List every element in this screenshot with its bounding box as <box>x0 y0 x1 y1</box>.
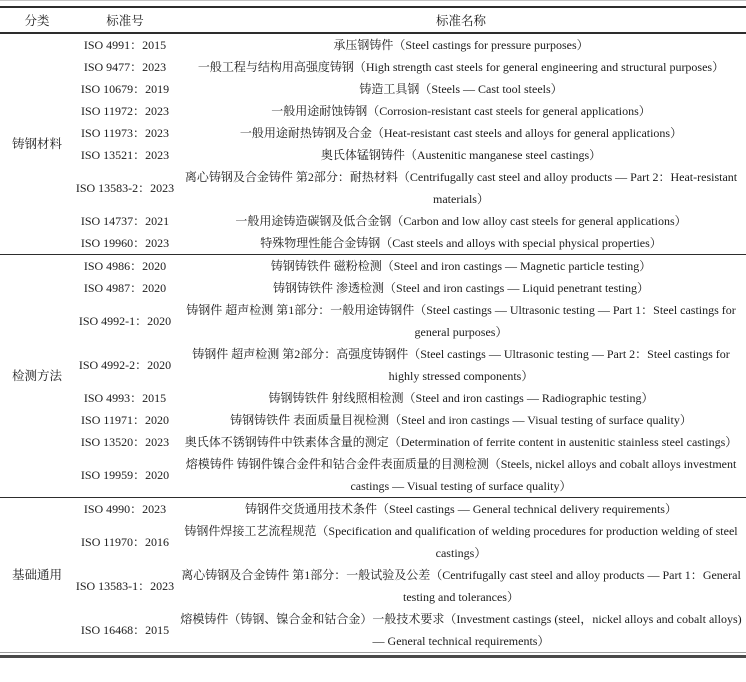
standard-no-cell: ISO 11970：2016 <box>81 535 169 549</box>
standard-name-cell: 奥氏体不锈钢铸件中铁素体含量的测定（Determination of ferrite content in austenitic stainless steel castings） <box>184 435 738 449</box>
table-row <box>0 387 746 409</box>
standard-name-cell: 铸造工具钢（Steels — Cast tool steels） <box>359 82 563 96</box>
header-standard-no: 标准号 <box>74 7 176 33</box>
header-standard-name: 标准名称 <box>176 7 746 33</box>
table-section <box>0 255 746 498</box>
table-row <box>0 166 746 210</box>
standard-no-cell: ISO 4992-1：2020 <box>78 314 172 328</box>
standard-name-cell: 离心铸钢及合金铸件 第2部分：耐热材料（Centrifugally cast steel and alloy products — Part 2：Heat-resistant materials） <box>184 170 738 206</box>
category-cell: 基础通用 <box>11 568 62 582</box>
standard-name-cell: 奥氏体锰钢铸件（Austenitic manganese steel castings） <box>320 148 602 162</box>
table-row <box>0 343 746 387</box>
table-row <box>0 56 746 78</box>
table-row <box>0 100 746 122</box>
category-cell: 铸钢材料 <box>11 137 62 151</box>
standard-name-cell: 特殊物理性能合金铸钢（Cast steels and alloys with special physical properties） <box>260 236 662 250</box>
table-row <box>0 232 746 255</box>
standard-no-cell: ISO 16468：2015 <box>80 623 170 637</box>
standard-name-cell: 熔模铸件（铸钢、镍合金和钴合金）一般技术要求（Investment castings (steel，nickel alloys and cobalt alloys) — General technical requirements） <box>180 612 742 648</box>
table-section <box>0 33 746 255</box>
table-row <box>0 78 746 100</box>
table-row <box>0 608 746 653</box>
standard-name-cell: 一般用途耐蚀铸钢（Corrosion-resistant cast steels for general applications） <box>271 104 651 118</box>
standard-name-cell: 铸钢件 超声检测 第1部分：一般用途铸钢件（Steel castings — Ultrasonic testing — Part 1：Steel castings for general purposes） <box>186 303 736 339</box>
standard-name-cell: 铸钢件焊接工艺流程规范（Specification and qualification of welding procedures for production welding of steel castings） <box>184 524 738 560</box>
table-row <box>0 453 746 498</box>
table-section <box>0 498 746 653</box>
standard-name-cell: 离心铸钢及合金铸件 第1部分：一般试验及公差（Centrifugally cast steel and alloy products — Part 1：General testing and tolerances） <box>181 568 741 604</box>
table-row <box>0 144 746 166</box>
table-row <box>0 431 746 453</box>
standard-no-cell: ISO 4986：2020 <box>83 259 167 273</box>
table-row <box>0 122 746 144</box>
table-row <box>0 564 746 608</box>
standard-no-cell: ISO 14737：2021 <box>80 214 170 228</box>
standard-name-cell: 铸钢铸铁件 表面质量目视检测（Steel and iron castings — Visual testing of surface quality） <box>230 413 692 427</box>
standard-name-cell: 一般工程与结构用高强度铸钢（High strength cast steels for general engineering and structural purposes） <box>197 60 725 74</box>
standards-table <box>0 6 746 653</box>
standard-name-cell: 铸钢铸铁件 射线照相检测（Steel and iron castings — Radiographic testing） <box>268 391 654 405</box>
standard-name-cell: 熔模铸件 铸钢件镍合金件和钴合金件表面质量的目测检测（Steels, nickel alloys and cobalt alloys investment castings — Visual testing of surface quality） <box>185 457 737 493</box>
table-row <box>0 498 746 521</box>
table-row <box>0 255 746 278</box>
standard-no-cell: ISO 4990：2023 <box>83 502 167 516</box>
table-row <box>0 299 746 343</box>
standard-no-cell: ISO 10679：2019 <box>80 82 170 96</box>
category-cell: 检测方法 <box>11 369 62 383</box>
standard-no-cell: ISO 4993：2015 <box>83 391 167 405</box>
standard-name-cell: 铸钢件交货通用技术条件（Steel castings — General technical delivery requirements） <box>245 502 677 516</box>
header-category: 分类 <box>0 7 74 33</box>
standard-no-cell: ISO 13521：2023 <box>80 148 170 162</box>
standard-no-cell: ISO 13520：2023 <box>80 435 170 449</box>
standard-no-cell: ISO 4987：2020 <box>83 281 167 295</box>
standard-no-cell: ISO 11971：2020 <box>81 413 169 427</box>
standard-no-cell: ISO 13583-1：2023 <box>75 579 175 593</box>
standard-no-cell: ISO 11972：2023 <box>81 104 169 118</box>
table-row <box>0 210 746 232</box>
standard-no-cell: ISO 4991：2015 <box>83 38 167 52</box>
header-row <box>0 7 746 33</box>
standard-no-cell: ISO 9477：2023 <box>83 60 167 74</box>
standard-no-cell: ISO 4992-2：2020 <box>78 358 172 372</box>
standard-no-cell: ISO 19960：2023 <box>80 236 170 250</box>
standard-name-cell: 承压钢铸件（Steel castings for pressure purposes） <box>333 38 589 52</box>
table-header <box>0 7 746 33</box>
table-row <box>0 33 746 56</box>
standard-name-cell: 铸钢铸铁件 渗透检测（Steel and iron castings — Liquid penetrant testing） <box>273 281 649 295</box>
standard-name-cell: 一般用途耐热铸钢及合金（Heat-resistant cast steels and alloys for general applications） <box>239 126 683 140</box>
standard-no-cell: ISO 13583-2：2023 <box>75 181 175 195</box>
standard-no-cell: ISO 19959：2020 <box>80 468 170 482</box>
standard-name-cell: 铸钢铸铁件 磁粉检测（Steel and iron castings — Magnetic particle testing） <box>270 259 652 273</box>
table-row <box>0 277 746 299</box>
standard-no-cell: ISO 11973：2023 <box>81 126 169 140</box>
table-row <box>0 520 746 564</box>
table-row <box>0 409 746 431</box>
standard-name-cell: 铸钢件 超声检测 第2部分：高强度铸钢件（Steel castings — Ultrasonic testing — Part 2：Steel castings for highly stressed components） <box>192 347 730 383</box>
standard-name-cell: 一般用途铸造碳钢及低合金钢（Carbon and low alloy cast steels for general applications） <box>235 214 687 228</box>
